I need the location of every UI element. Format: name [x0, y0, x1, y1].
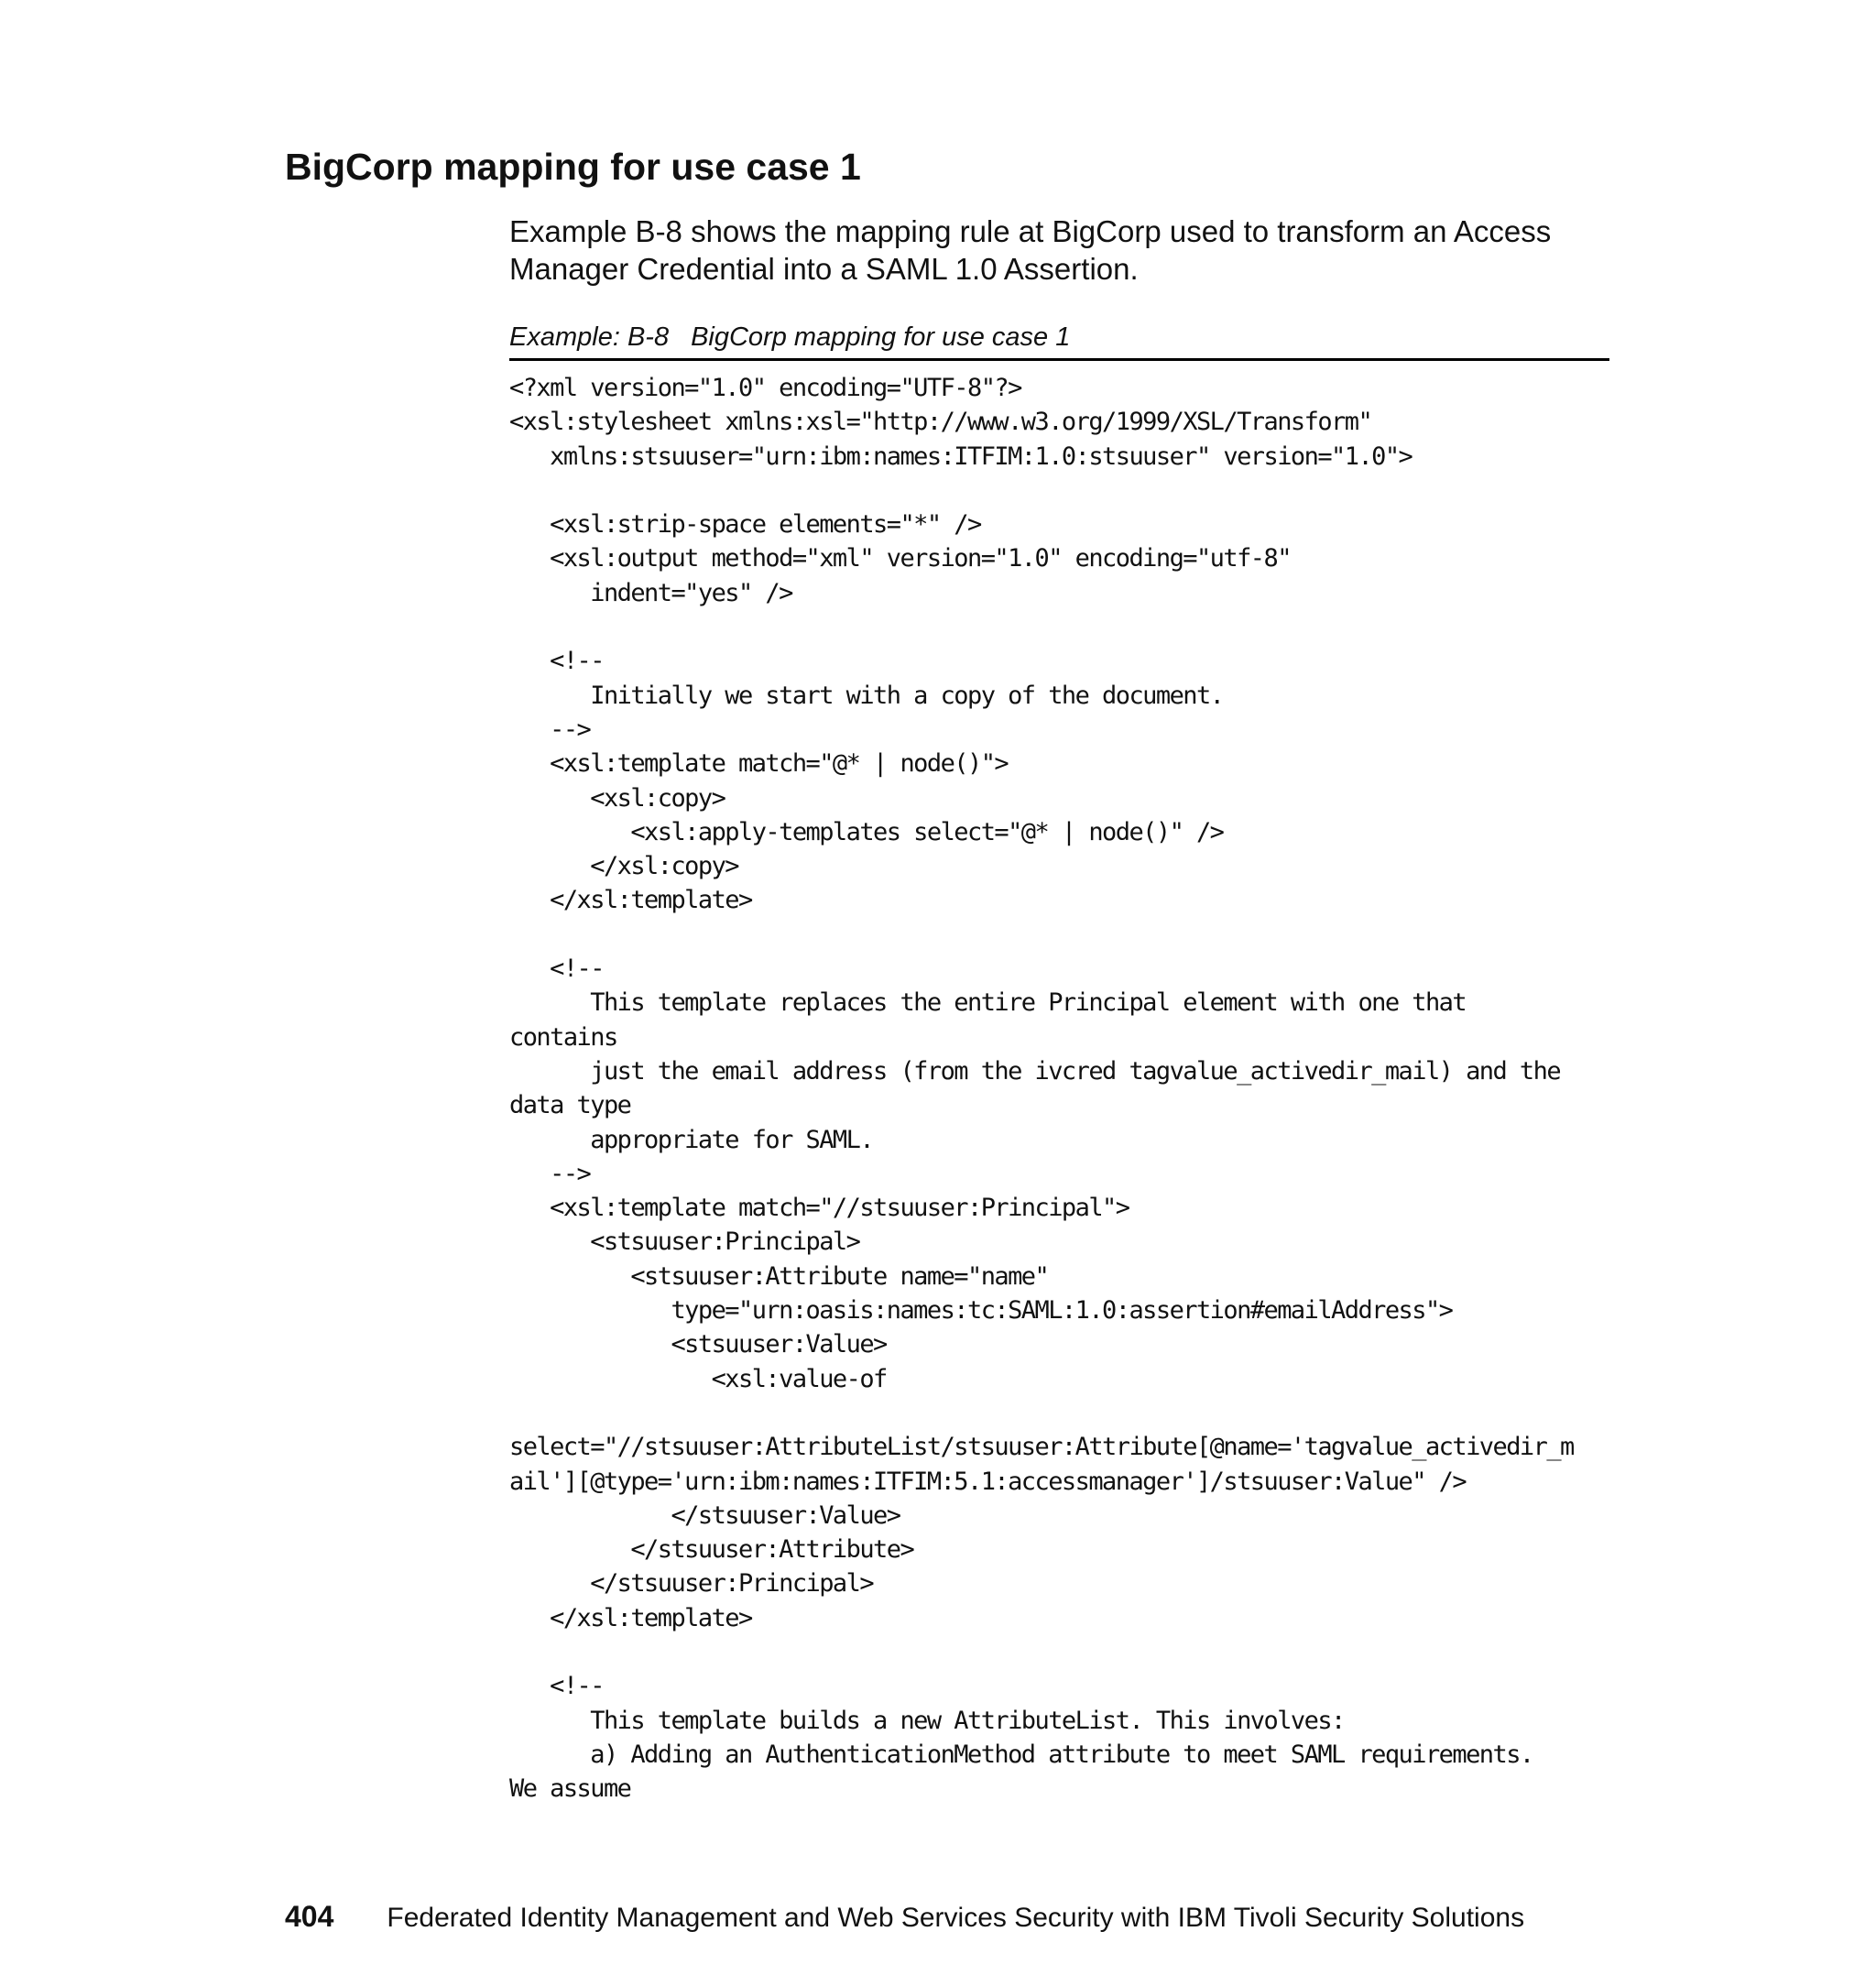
code-line: type="urn:oasis:names:tc:SAML:1.0:assertion#emailAddress"> — [509, 1296, 1453, 1326]
code-line: <?xml version="1.0" encoding="UTF-8"?> — [509, 374, 1021, 402]
code-line: contains — [509, 1022, 617, 1052]
code-line: </xsl:copy> — [509, 852, 738, 881]
code-line: --> — [509, 715, 591, 744]
intro-paragraph: Example B-8 shows the mapping rule at BigCorp used to transform an Access Manager Credential into a SAML 1.0 Assertion. — [509, 214, 1552, 286]
code-line: <stsuuser:Attribute name="name" — [509, 1261, 1049, 1291]
code-line: <xsl:copy> — [509, 783, 725, 813]
code-line — [509, 1635, 1574, 1669]
code-line: </stsuuser:Attribute> — [509, 1535, 914, 1565]
code-line: This template builds a new AttributeList. This involves: — [509, 1706, 1345, 1735]
code-line: <xsl:apply-templates select="@* | node()" /> — [509, 817, 1224, 846]
page-number: 404 — [285, 1900, 334, 1933]
code-line: just the email address (from the ivcred tagvalue_activedir_mail) and the — [509, 1056, 1561, 1086]
code-line: <xsl:template match="//stsuuser:Principal"> — [509, 1194, 1129, 1223]
code-line: select="//stsuuser:AttributeList/stsuuser:Attribute[@name='tagvalue_activedir_m — [509, 1433, 1574, 1462]
code-line: xmlns:stsuuser="urn:ibm:names:ITFIM:1.0:stsuuser" version="1.0"> — [509, 442, 1412, 471]
code-line: <!-- — [509, 1672, 604, 1701]
book-title: Federated Identity Management and Web Services Security with IBM Tivoli Security Solutions — [387, 1903, 1525, 1933]
code-line: ail'][@type='urn:ibm:names:ITFIM:5.1:accessmanager']/stsuuser:Value" /> — [509, 1467, 1467, 1496]
example-caption — [509, 317, 1609, 361]
code-line — [509, 474, 1574, 507]
code-line: <stsuuser:Value> — [509, 1330, 887, 1359]
code-line: </stsuuser:Principal> — [509, 1569, 874, 1599]
code-line: <!-- — [509, 955, 604, 984]
code-listing — [509, 371, 1574, 1806]
code-line: </xsl:template> — [509, 1603, 752, 1632]
code-line: <xsl:stylesheet xmlns:xsl="http://www.w3.org/1999/XSL/Transform" — [509, 408, 1372, 437]
code-line: appropriate for SAML. — [509, 1125, 874, 1154]
code-line: <xsl:value-of — [509, 1364, 887, 1393]
example-title: BigCorp mapping for use case 1 — [691, 322, 1071, 352]
code-line: <stsuuser:Principal> — [509, 1228, 860, 1257]
code-line: <!-- — [509, 647, 604, 676]
code-line: </xsl:template> — [509, 886, 752, 915]
code-line — [509, 918, 1574, 952]
page-footer — [285, 1898, 1524, 1937]
code-line: </stsuuser:Value> — [509, 1500, 900, 1530]
code-line: Initially we start with a copy of the document. — [509, 681, 1224, 710]
code-line: <xsl:template match="@* | node()"> — [509, 749, 1009, 779]
code-line: data type — [509, 1091, 631, 1120]
code-line: <xsl:strip-space elements="*" /> — [509, 510, 981, 540]
code-line — [509, 1396, 1574, 1430]
code-line: a) Adding an AuthenticationMethod attribute to meet SAML requirements. — [509, 1740, 1533, 1769]
code-line — [509, 610, 1574, 644]
code-line: We assume — [509, 1774, 631, 1804]
section-heading: BigCorp mapping for use case 1 — [285, 146, 861, 188]
code-line: This template replaces the entire Principal element with one that — [509, 988, 1467, 1018]
code-line: --> — [509, 1159, 591, 1188]
example-label: Example: B-8 — [509, 322, 670, 352]
code-line: indent="yes" /> — [509, 578, 792, 607]
code-line: <xsl:output method="xml" version="1.0" encoding="utf-8" — [509, 544, 1291, 573]
